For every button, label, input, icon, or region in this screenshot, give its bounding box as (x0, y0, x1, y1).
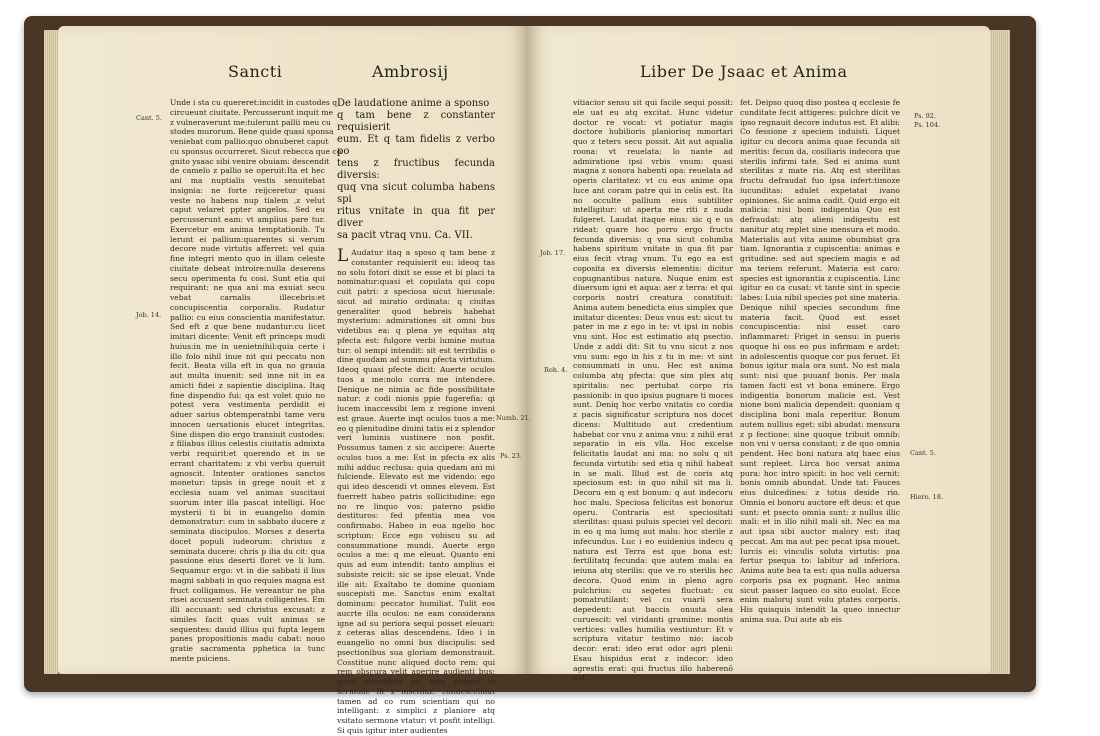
body-text: vitiacior sensu sit qui facile sequi possit: ele uat eu atq excitat. Hunc videtur doctor re vocat: vt potiatur magis doctore hubilioris planiorisq mmortari quo z teters secu possit. Ait aut aqualia roona: vt reuelata: lo nante ad admiratione ipsi vrbis vnum: quasi magna z sonora habenti opa: reuelata ad operis claritatez: vt cu eus anime opa luce ant coram patre qui in celis est. Ita no occulte pallium eius subtiliter intelligitur: ut aperta me riti z nuda fulgeret. Laudat itaque eius: sic q e us rideat: quare hoc porro ergo fructu fecunda diversis: q vna sicut columba habens spiritum vnitate in qua fit par eius fecit vtrag vnum. Tu ego ea est coposita ex diversis elementis: dicitur copugnantibus natura. Nuque enim est diuersum igni et aqua: aer z terra: et qui corporis nostri creatura constituit: Anima autem benedicta eius simplex que imitatur dicentes: Deus vnus est: sicut tu pater in me z ego in te: vt ipsi in nobis vnu sint. Hoc est estimatio atq psectio. Unde z addi dit: Sit tu vnu sicut z nos vnu sum: ego in his z tu in me: vt sint consummati in unu. Hec est anima columba atq pfecta: que sim plex atq spiritalis: nec pertubat corpo ris passionib: in quo ipsius pugnare ti moces sunt. Deniq hoc verbo vnitatis co cordia z pacis significatur scriptura nos docet dicens: Multitudo aut credentium habebat cor vnu z anima vnu: z nihil erat separatio in eis vlla. Hoc excelse felicitatis laudat ani ma: no solu q sit fecunda virtutib: sed etia q nihil habeat in se mali. Illud est de coris atq speciosum est: in quo nihil sit ma li. Decoru em q est bonum: q aut indecoru hoc malu. Speciosa felicitas est bonoruz operu. Contraria est speciositati sterilitas: quasi puluis speciei vel decori: in eo q ma lumq aut malu: hoc sterile z infecundus. Luc i eo euidenius indecu q natura est Terra est que bona est: fertilitatq fecunda: que autem mala: ea ieiuna atq sterilis: que ve ro sterilis hec decora. Quod enim in pleno agro pulchrius: cu segetes fluctuat: cu pomatrutilant: vel cu vuarü sera depedent: aut baccis onusta olea curuescit: vel viridanti gramine: montis vertices: valles humilia vestiuntur: Et v scriptura vitatur testimo nio: iacob decor: erat: ideo erat odor agri pleni: Esau hispidus erat z indecor: ideo agrestis erat: qui fructus illo haberenō pof (573, 98, 733, 683)
text-line: z vulneraverunt me:tulerunt pallii meu cu (170, 117, 331, 127)
left-page-column-1 (170, 98, 342, 663)
heading-line: q tam bene z constanter requisierit (337, 110, 495, 133)
margin-note: Hiere. 18. (910, 493, 944, 501)
heading-line: sa pacit vtraq vnu. Ca. VII. (337, 230, 473, 241)
right-running-head: Liber De Jsaac et Anima (640, 62, 848, 81)
text-line: veniebat cum pallio:quo obnuberet caput (170, 137, 329, 146)
margin-note: Ps. 23. (500, 452, 523, 460)
margin-note: Job. 14. (136, 311, 162, 319)
heading-line: ritus vnitate in qua fit per diver (337, 206, 495, 229)
margin-note: Job. 17. (540, 249, 566, 257)
heading-line: quq vna sicut columba habens spi (337, 182, 495, 205)
body-text: de camelo z pallio se operuit:Ita et hec ani ma nuptialis vestis senuitebat insignia: ne forte reijceretur quasi veste no habens nup tialem ,z velut caput velaret ppter angelos. Sed eu percusserunt eam: vt amplius pare tur. Exercetur em anima temptationib. Tu lerunt ei pallium:quarentes si verum decore nude virtutis afferret: vel quia fine integri mento quo in illam celeste ciuitate debeat introire:nulla deserens secu operimenta fu cosi. Sunt etia qui requirant: ne qua ani ma exuiat secu vebat carnalis illecebris:et concupiscentia corporalis. Rudatur pallio: cu eius conscientia manifestatur. Sed eft z que bene nudantur:cu licet imitari dicente: Venit eft princeps mudi huius:in me in uenietnihil:quia certe i illo folo nihil inue nit qui peccatu non fecit. Beata villa eft in qua no grauia aut multa inuenit: sed inne nit in ea amicti fidei z sapientie disciplina. Itaq fine dispendio fui: qa est volet quio no potest vera vestimenta perdidit ei aduer sarius obtemperatnbi tame vera innocen uersationis elucet integritas. Sine dispen dio ergo transiuit custodes: z filiabus illius celestis ciuitatis admixta verbi requirit:et querendo et in se errant charitatem: z vbi verbu queruit agnoscit. Intenter orationes sanctos monetur: tipsis in grege nouit et z ecclesia suam vel animas suscitaui suorum inter illa pascat intelligi. Hoc mysterii ti bi in euangelio domin demonstratur: cum in sabbato ducere z seminata discipulos. Morses z deserta docet populi iudeorum: christus z seminata ducere: chris p ilia du cit: qua passione eius deserti floret ve li lum. Sequamur ergo: vt in die sabbati il lius magni sabbati in quo requies magna est fruct colligamus. He vereantur ne pha risei accusent seminata colligentes. Em illi accusant: sed christus excusat: z similes facit quas vult animas se sequentes: dauid illius qui fupta legem panes propositionis madu cabat: nouo gratie sacramenta pphetica ia tunc mente psiciens. (170, 166, 325, 663)
heading-line: tens z fructibus fecunda diversis: (337, 158, 495, 181)
text-line: Unde i sta cu quereret:incidit in custodes q (170, 98, 338, 107)
left-page-edges (44, 30, 58, 674)
drop-capital: L (337, 246, 349, 266)
margin-note: Cant. 5. (136, 114, 162, 122)
heading-line: eum. Et q tam fidelis z verbo po (337, 134, 495, 157)
right-page-edges (988, 30, 1010, 674)
body-text: fet. Deipso quoq diso postea q ecclesie fe cunditate fecit attigeres: pulchre dicit ve ipso regnauit decore indutus est. Et alibi: Co fessione z speciem induisti. Liquet igitur cu decora anima quae fecunda sit meritis: fecun da, cosiliaris indecora que sterilis infirmi tate. Sed ei anima sunt sterilitas z mate ria. Atq est sterilitas fructu defraudat fuo ipsa infert:timoze iucunditas: adulet expetatat ivano opiniones. Sic anima cadit. Quid ergo eit malicia: nisi boni indigentia Quo est defraudat: atq alieni indigestu est nanitur atq replet sine mensura et modo. Materialis aut vita anime obumbiat gra tiam. Ignorantia z cupiscentia: animas e gritudine: sed aut speciem magis e ad ma teriem referunt. Materia est caro: species est ignorantia z cupiscentia. Linc igitur eo ca cusat: vt tante sint in specie labes: Luia nibil species pot sine materia. Denique nihil species secundum fine materia facit. Quod est esset concupiscentia: nisi esset caro inflammaret: Friget in sensu: in pueris quoque hi oss eo pus infirmam e ardet: in adolescentis quoque cor pus feruet. Et bonus igitur mala ora sunt. No est mala sunt: nisi que puuanf bonis. Per mala tamen facti est vt bona eminere. Ergo indigentia bonorum malicie est. Vest nione boni malicia dependeit: quoniam q disciplina boni mala reperitur. Bonum autem nullius eget: sibi abudat: mensura z p fectione: sine quoque tribuit omnib: non vni v uersa constant: z de quo omnia pendent. Hec boni natura atq haec eius sunt repleet. Lirca hoc versat anima pura: hoc intro spicit: in hoc veli cernit: bonis omnib abundat. Unde tat: Fauces eius dulcedines: z totus deside rio. Omnia ei bonoru auctore eft deus: et que sunt: et psecto omnia sunt: z nullus illic mali: et in illo nihil mali sit. Nec ea ma aut ipsa sibi auctor malory est: itaq peccat. Am ma aut pec pecat ipsa mouet. Iurcis ei: vinculis soluta virtutis: pna fertur psequa to: labitur ad inferiora. Anima aute bea ta est: qua nulla aduersa corporis psa ex pugnant. Hec anima sicut passer laqueo co sito euolat. Ecce enim maloruj sunt volu ptates corporis. His quisquis intendit la queo innectur anima sua. Dui aute ab eis (740, 98, 900, 624)
margin-note: Numb. 21. (496, 414, 531, 422)
right-page-column-1 (573, 98, 733, 683)
left-running-head-2: Ambrosij (372, 62, 449, 81)
body-text: Audatur itaq a sposo q tam bene z constanter requisierit eu: ideoq tas no solu fotori dixit se esse et bi placi ta nominatur:quasi et copulata qui copu cuit patri: z speciosa sicut hierusale: sicut ad miratio ordinata: q ciuitas generaliter quod hebreis habebat mysterium: admirationes sit omni bus videtibus ea: q plena ye equitas atq pfecta est: fulgore verbi lumine mutua tur: ol sempi intendit: sit est terribilis o dine quodam ad summu pfecta virtutum. Ideoq quasi pfecte dicit: Auerte oculos tuos a me:nolo corra me intendere. Denique ne nimia ac fide possibilitate natur: z codi nionis ppie fugerefia: qi lucem inaccessibi lem z regione inveni est graue. Auerte inqt oculos tuos a me: eo q plenitudine diuini tatis ei z splendor veri luminis sustinere non posfit. Possumus tamen z sic accipere: Auerte oculos tuos a me: Est in pfecta ex alis mihi adduc reclusa: quia quedam ani mi fulciende. Elevato est me videndo: ego qui ideo descendi vt omnes elevem. Est fuerrett habeo patris sollicitudine: ego no re linquo vos: paterno psidio destituros: fed pfentia mea vos confirmabo. Habeo in eua ngelio hoc scriptum: Ecce ego vobiscu su ad consummatione mundi. Auerte ergo oculos a me: q me eleuat. Quanto eni quis ad eum intendit: tanto amplius ei subsiste reicit: sic se ipse eleuat. Vnde ille ait: Exaltabo te domine quoniam suscepisti me. Sanctus enim exaltat dominum: peccator humiliat. Tulit eos aucrte illa oculos: ne eam considerans igne ad su periora sequi posset eleuari: z ceteras alias descendens. Ideo i in euangelio no omni bus discipulis: sed psectionibus sua gloriam demonstrauit. Cosstitue nunc aliqued docto rem: qui rem obscura velit aperire audienti bus: quod admodum est ipse potens in sermone fit z inscitiaz: condescendat tamen ad co rum scientiam qui no intelligant: z simplici z planiore atq vsitato sermone vtatur: vt posfit intelligi. Si quis igitur inter audientes (337, 248, 495, 735)
text-line: stodes murorum. Bene quide quasi sponsa (170, 127, 334, 137)
chapter-heading (337, 98, 495, 242)
heading-line: De laudatione anime a sponso (337, 98, 490, 109)
text-line: cu sponsus occurreret. Sicut rebecca que co (170, 146, 342, 156)
right-page-column-2 (740, 98, 900, 624)
left-page-column-2 (337, 98, 495, 735)
margin-note: Ps. 104. (914, 121, 941, 129)
text-line: circueunt ciuitate. Percusserunt inquit me (170, 107, 334, 117)
margin-note: Ps. 92. (914, 112, 937, 120)
margin-note: Roh. 4. (544, 366, 568, 374)
left-running-head-1: Sancti (228, 62, 283, 81)
text-line: gnito ysaac sibi venire obuiam: descendit (170, 156, 330, 166)
margin-note: Cant. 5. (910, 449, 936, 457)
